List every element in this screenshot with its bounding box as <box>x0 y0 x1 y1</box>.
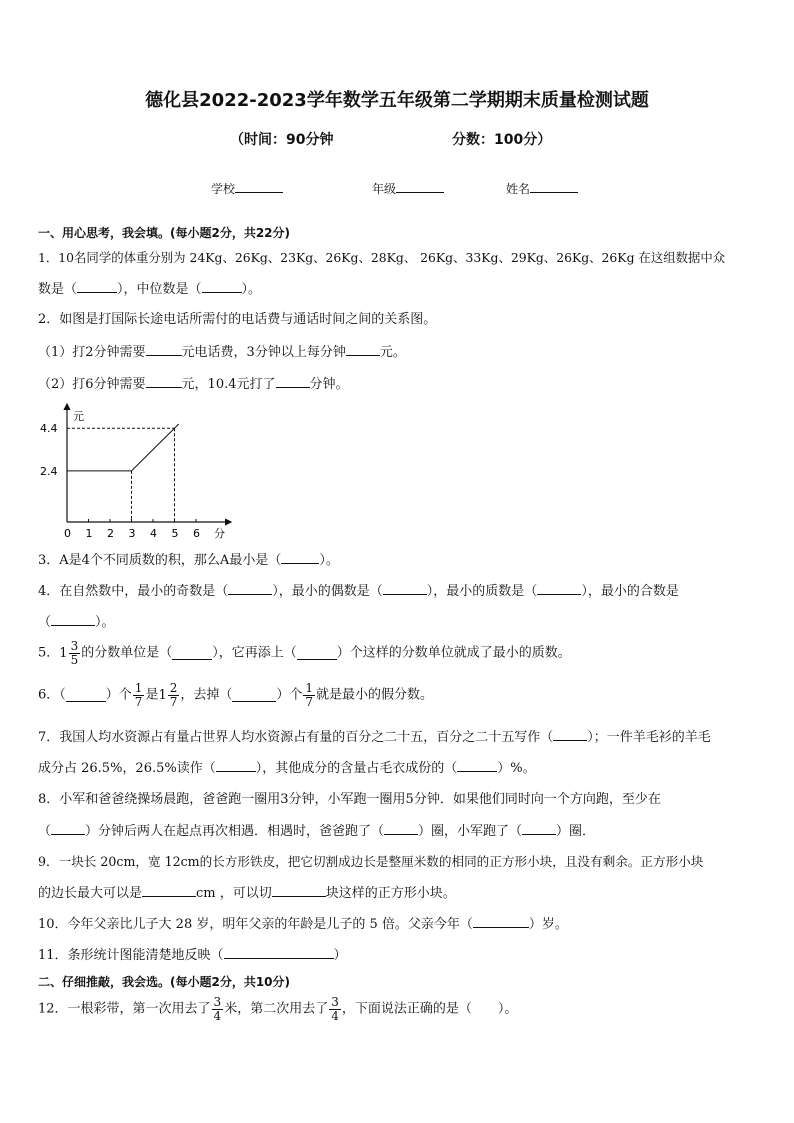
x-tick-label: 4 <box>150 527 157 540</box>
y-tick-label: 4.4 <box>40 422 58 436</box>
name-field: 姓名 <box>506 180 578 197</box>
question-9-line-2: 的边长最大可以是 cm ，可以切 块这样的正方形小块。 <box>38 886 456 901</box>
question-7-line-1: 7．我国人均水资源占有量占世界人均水资源占有量的百分之二十五，百分之二十五写作（ ）；一件羊毛衫的羊毛 <box>38 730 711 745</box>
question-3: 3．A是4个不同质数的积，那么A最小是（ ）。 <box>38 553 339 568</box>
x-tick-label: 1 <box>85 527 93 540</box>
question-7-line-2: 成分占 26.5%，26.5%读作（ ），其他成分的含量占毛衣成份的（ ）%。 <box>38 761 536 776</box>
x-tick-label: 2 <box>107 527 114 540</box>
mixed-number-1-2-7: 1 $\frac{2}{7}$ <box>158 681 178 709</box>
question-4-line-2: （ ）。 <box>38 615 115 630</box>
question-8-line-1: 8．小军和爸爸绕操场晨跑，爸爸跑一圈用3分钟，小军跑一圈用5分钟．如果他们同时向一个方向跑，至少在 <box>38 792 661 807</box>
question-1-line-1: 1．10名同学的体重分别为 24Kg、26Kg、23Kg、26Kg、28Kg、 26Kg、33Kg、29Kg、26Kg、26Kg 在这组数据中众 <box>38 250 726 265</box>
section-2-heading: 二、仔细推敲，我会选。(每小题2分，共10分) <box>38 975 291 989</box>
question-5: 5．1 $\frac{3}{5}$ 的分数单位是（ ），它再添上（ ）个这样的分数单位就成了最小的质数。 <box>38 639 571 667</box>
x-tick-label: 3 <box>128 527 136 540</box>
question-11: 11．条形统计图能清楚地反映（ ） <box>38 948 347 963</box>
y-axis-label: 元 <box>73 410 84 423</box>
page-title: 德化县2022-2023学年数学五年级第二学期期末质量检测试题 <box>145 90 649 111</box>
x-tick-label: 6 <box>193 527 200 540</box>
x-tick-label: 0 <box>64 527 71 540</box>
question-9-line-1: 9．一块长 20cm，宽 12cm的长方形铁皮，把它切割成边长是整厘米数的相同的正方形小块，且没有剩余。正方形小块 <box>38 854 704 869</box>
question-4-line-1: 4．在自然数中，最小的奇数是（ ），最小的偶数是（ ），最小的质数是（ ），最小的合数是 <box>38 584 679 599</box>
total-score: 分数：100分） <box>452 132 552 148</box>
fraction-1-7-b: $\frac{1}{7}$ <box>305 681 314 709</box>
grade-field: 年级 <box>372 180 444 197</box>
mixed-number-1-3-5: 1 $\frac{3}{5}$ <box>59 639 79 667</box>
school-field: 学校 <box>211 180 283 197</box>
fraction-3-4-b: $\frac{3}{4}$ <box>331 995 339 1023</box>
time-limit: （时间：90分钟 <box>230 132 334 148</box>
fraction-3-4: $\frac{3}{4}$ <box>213 995 222 1023</box>
cost-line <box>67 424 179 471</box>
question-2-part-1: （1）打2分钟需要 元电话费，3分钟以上每分钟 元。 <box>38 345 406 360</box>
x-axis-label: 分 <box>214 527 225 540</box>
question-10: 10．今年父亲比儿子大 28 岁，明年父亲的年龄是儿子的 5 倍。父亲今年（ ）岁。 <box>38 917 568 932</box>
y-tick-label: 2.4 <box>40 464 58 478</box>
question-2-line-1: 2．如图是打国际长途电话所需付的电话费与通话时间之间的关系图。 <box>38 312 437 327</box>
fraction-1-7: $\frac{1}{7}$ <box>134 681 143 709</box>
question-6: 6．（ ）个 $\frac{1}{7}$ 是1 $\frac{2}{7}$ ，去掉（ ）个 $\frac{1}{7}$ 就是最小的假分数。 <box>38 681 434 709</box>
question-1-line-2: 数是（ ），中位数是（ ）。 <box>38 282 262 297</box>
question-2-part-2: （2）打6分钟需要 元，10.4元打了 分钟。 <box>38 377 349 392</box>
question-8-line-2: （ ）分钟后两人在起点再次相遇．相遇时，爸爸跑了（ ）圈，小军跑了（ ）圈． <box>38 824 596 839</box>
question-12: 12．一根彩带，第一次用去了 $\frac{3}{4}$ 米，第二次用去了 $\frac{3}{4}$ ，下面说法正确的是（ ）。 <box>38 995 518 1023</box>
x-tick-label: 5 <box>171 527 179 540</box>
phone-cost-chart <box>36 400 246 542</box>
section-1-heading: 一、用心思考，我会填。(每小题2分，共22分) <box>38 226 291 240</box>
